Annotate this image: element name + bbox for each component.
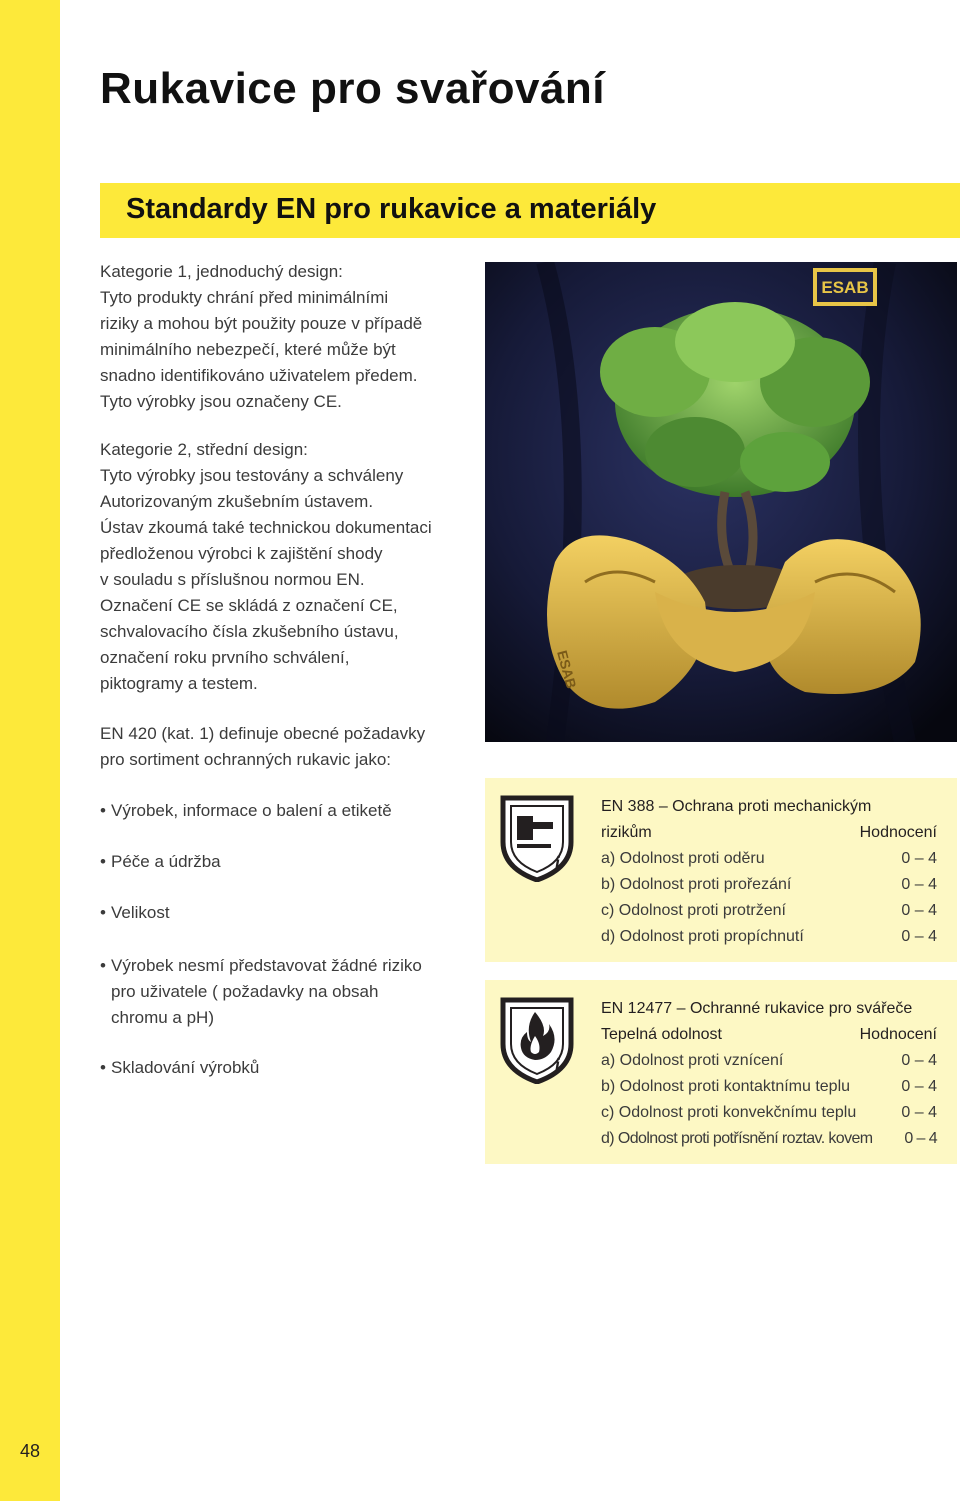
paragraph-line: Kategorie 1, jednoduchý design:	[100, 262, 343, 281]
en388-subtitle-row	[601, 820, 937, 846]
paragraph-line: riziky a mohou být použity pouze v případě	[100, 314, 423, 333]
en388-box	[485, 778, 957, 962]
list-item-text: Péče a údržba	[111, 852, 221, 871]
paragraph-line: Kategorie 2, střední design:	[100, 440, 308, 459]
en388-title: EN 388 – Ochrana proti mechanickým	[601, 798, 872, 815]
list-item-text: pro uživatele ( požadavky na obsah	[111, 982, 379, 1001]
list-item-text: Výrobek nesmí představovat žádné riziko	[111, 956, 422, 975]
row-value: 0 – 4	[901, 1052, 937, 1069]
paragraph-line: předloženou výrobci k zajištění shody	[100, 544, 383, 563]
paragraph-line: piktogramy a testem.	[100, 674, 258, 693]
list-item	[100, 798, 392, 824]
en388-content	[601, 794, 937, 950]
list-item	[100, 953, 422, 1031]
list-item-text: Velikost	[111, 903, 170, 922]
row-label: a) Odolnost proti oděru	[601, 850, 765, 867]
row-value: 0 – 4	[901, 902, 937, 919]
paragraph-line: Ústav zkoumá také technickou dokumentaci	[100, 518, 432, 537]
bullet-dot: •	[100, 956, 106, 975]
rating-label: Hodnocení	[859, 824, 937, 841]
gloves-plant-photo	[485, 262, 957, 742]
side-accent-bar	[0, 0, 60, 1501]
table-row	[601, 1100, 937, 1126]
paragraph-line: minimálního nebezpečí, které může být	[100, 340, 396, 359]
row-label: b) Odolnost proti prořezání	[601, 876, 792, 893]
table-row	[601, 846, 937, 872]
row-value: 0 – 4	[901, 1078, 937, 1095]
en12477-subtitle: Tepelná odolnost	[601, 1026, 722, 1043]
paragraph-line: snadno identifikováno uživatelem předem.	[100, 366, 418, 385]
row-label: b) Odolnost proti kontaktnímu teplu	[601, 1078, 851, 1095]
paragraph-line: Tyto produkty chrání před minimálními	[100, 288, 389, 307]
row-label: c) Odolnost proti konvekčnímu teplu	[601, 1104, 857, 1121]
bullet-dot: •	[100, 801, 106, 820]
list-item-text: chromu a pH)	[111, 1008, 214, 1027]
category2-paragraph	[100, 437, 432, 697]
row-label: a) Odolnost proti vznícení	[601, 1052, 784, 1069]
en388-subtitle: rizikům	[601, 824, 652, 841]
hammer-shield-icon	[499, 794, 575, 882]
table-row	[601, 872, 937, 898]
rating-label: Hodnocení	[859, 1026, 937, 1043]
list-item-text: Výrobek, informace o balení a etiketě	[111, 801, 392, 820]
table-row	[601, 1048, 937, 1074]
bullet-dot: •	[100, 1058, 106, 1077]
row-label: c) Odolnost proti protržení	[601, 902, 786, 919]
category1-paragraph	[100, 259, 422, 415]
bullet-dot: •	[100, 852, 106, 871]
section-title: Standardy EN pro rukavice a materiály	[126, 193, 657, 225]
row-label: d) Odolnost proti potřísnění roztav. kovem	[601, 1130, 873, 1147]
paragraph-line: EN 420 (kat. 1) definuje obecné požadavky	[100, 724, 426, 743]
list-item	[100, 900, 170, 926]
row-value: 0 – 4	[901, 876, 937, 893]
section-heading-band	[100, 183, 960, 238]
row-value: 0 – 4	[901, 928, 937, 945]
list-item	[100, 849, 221, 875]
svg-text:i: i	[555, 1054, 561, 1074]
en12477-subtitle-row	[601, 1022, 937, 1048]
paragraph-line: Autorizovaným zkušebním ústavem.	[100, 492, 374, 511]
list-item-text: Skladování výrobků	[111, 1058, 260, 1077]
paragraph-line: v souladu s příslušnou normou EN.	[100, 570, 365, 589]
en12477-box	[485, 980, 957, 1164]
list-item	[100, 1055, 259, 1081]
page-number: 48	[19, 1441, 41, 1461]
paragraph-line: pro sortiment ochranných rukavic jako:	[100, 750, 392, 769]
row-value: 0 – 4	[904, 1130, 937, 1147]
paragraph-line: Tyto výrobky jsou testovány a schváleny	[100, 466, 404, 485]
table-row	[601, 924, 937, 950]
table-row	[601, 1126, 937, 1152]
svg-text:i: i	[555, 852, 561, 872]
page-title: Rukavice pro svařování	[100, 64, 606, 113]
paragraph-line: schvalovacího čísla zkušebního ústavu,	[100, 622, 399, 641]
table-row	[601, 1074, 937, 1100]
table-row	[601, 898, 937, 924]
en12477-title: EN 12477 – Ochranné rukavice pro svářeče	[601, 1000, 913, 1017]
bullet-dot: •	[100, 903, 106, 922]
en420-paragraph	[100, 721, 425, 773]
row-value: 0 – 4	[901, 1104, 937, 1121]
row-label: d) Odolnost proti propíchnutí	[601, 928, 804, 945]
esab-patch-logo: ESAB	[821, 278, 869, 297]
paragraph-line: označení roku prvního schválení,	[100, 648, 350, 667]
paragraph-line: Tyto výrobky jsou označeny CE.	[100, 392, 342, 411]
en12477-content	[601, 996, 937, 1152]
row-value: 0 – 4	[901, 850, 937, 867]
paragraph-line: Označení CE se skládá z označení CE,	[100, 596, 398, 615]
glove-logo: ESAB	[554, 648, 580, 691]
flame-shield-icon	[499, 996, 575, 1084]
